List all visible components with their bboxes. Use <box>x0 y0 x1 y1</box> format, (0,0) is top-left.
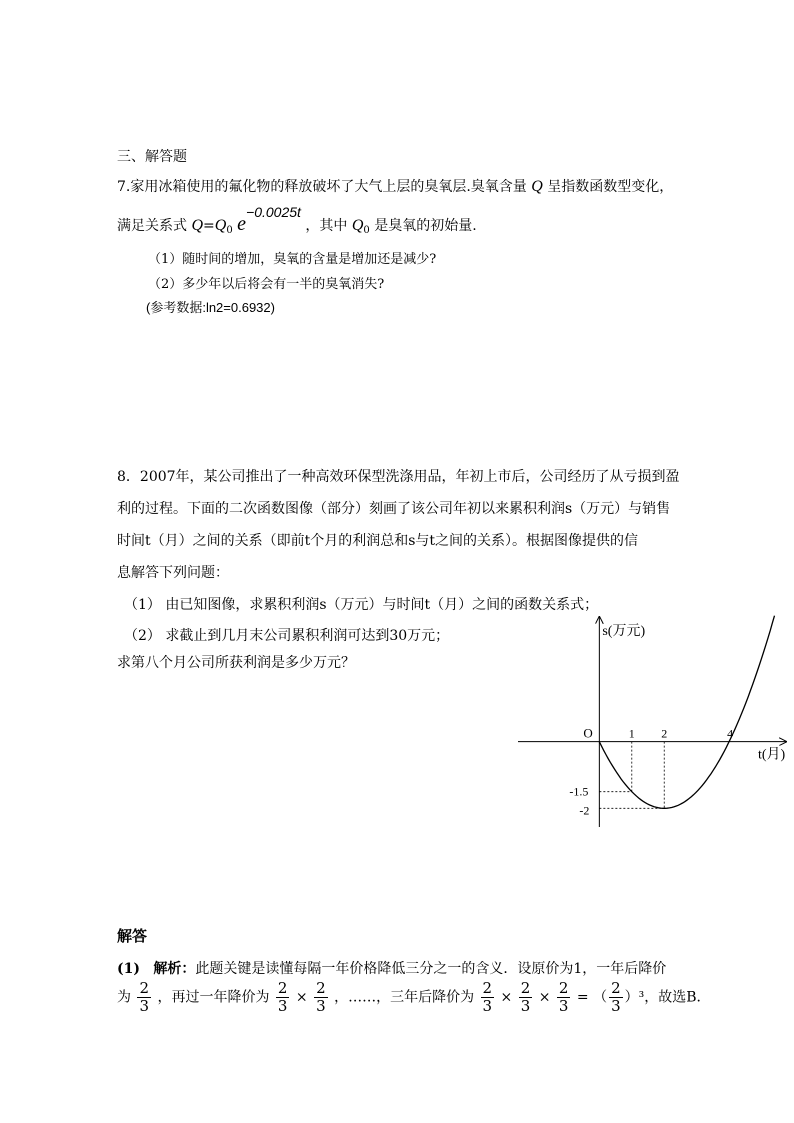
fraction <box>609 980 623 1015</box>
q7-formula-eq: = <box>203 218 215 234</box>
times-sign: × <box>538 989 551 1006</box>
q7-line1-text-b: 呈指数函数型变化， <box>547 179 674 195</box>
fraction <box>276 980 290 1015</box>
q7-formula-e: e <box>237 213 247 235</box>
left-paren: （ <box>593 989 608 1006</box>
q7-formula-q: Q <box>191 217 204 234</box>
q7-q-variable: Q <box>531 178 543 195</box>
fraction-den: 3 <box>482 997 493 1015</box>
x-tick-label-2: 2 <box>661 726 668 741</box>
fraction <box>137 980 151 1015</box>
equals-sign: = <box>576 989 589 1006</box>
y-tick-label-neg2: -2 <box>579 803 590 818</box>
times-sign: × <box>500 989 513 1006</box>
profit-curve <box>599 616 774 809</box>
fraction-den: 3 <box>520 997 531 1015</box>
fraction-den: 3 <box>558 997 569 1015</box>
q8-item3: 求第八个月公司所获利润是多少万元？ <box>117 655 355 671</box>
section-title: 三、解答题 <box>117 149 187 165</box>
q8-item1: （1） 由已知图像，求累积利润s（万元）与时间t（月）之间的函数关系式； <box>124 597 599 613</box>
answer-text2: ，再过一年降价为 <box>157 989 270 1006</box>
fraction-den: 3 <box>316 997 326 1015</box>
fraction-den: 3 <box>611 997 621 1015</box>
q8-item2: （2） 求截止到几月末公司累积利润可达到30万元； <box>124 628 450 644</box>
q7-q0-inline-sub: 0 <box>363 225 370 236</box>
q8-line2: 利的过程。下面的二次函数图像（部分）刻画了该公司年初以来累积利润s（万元）与销售 <box>117 501 671 517</box>
answer-text1: 此题关键是读懂每隔一年价格降低三分之一的含义．设原价为1，一年后降价 <box>195 961 667 977</box>
answer-number: (1) <box>117 961 140 977</box>
fraction-num: 2 <box>277 979 288 997</box>
right-paren-text: ）³，故选B． <box>624 989 711 1006</box>
answer-line1 <box>117 958 666 978</box>
q7-formula-exponent: −0.0025t <box>246 204 301 220</box>
answer-text3: ，……，三年后降价为 <box>334 989 475 1006</box>
x-axis-label: t(月) <box>758 747 786 763</box>
q7-reference: (参考数据:ln2=0.6932) <box>146 300 275 315</box>
q7-q0-inline: Q <box>351 217 364 234</box>
q7-line1-text-a: 7.家用冰箱使用的氟化物的释放破坏了大气上层的臭氧层.臭氧含量 <box>117 179 527 195</box>
answer-heading: 解答 <box>117 927 148 945</box>
answer-line2 <box>117 980 711 1015</box>
fraction-den: 3 <box>139 997 149 1015</box>
q7-line2-text-a: 满足关系式 <box>117 218 187 234</box>
fraction-num: 2 <box>520 979 531 997</box>
origin-label: O <box>583 725 593 741</box>
fraction-num: 2 <box>482 979 493 997</box>
fraction-num: 2 <box>558 979 569 997</box>
fraction-num: 2 <box>139 979 149 997</box>
y-tick-label-neg1-5: -1.5 <box>569 784 589 799</box>
q8-line1: 8．2007年，某公司推出了一种高效环保型洗涤用品，年初上市后，公司经历了从亏损到盈 <box>117 469 680 485</box>
fraction-num: 2 <box>316 979 326 997</box>
fraction-num: 2 <box>611 979 621 997</box>
fraction <box>519 980 533 1015</box>
fraction <box>314 980 328 1015</box>
q7-item2: （2）多少年以后将会有一半的臭氧消失? <box>148 277 385 292</box>
fraction <box>557 980 571 1015</box>
q7-item1: （1）随时间的增加，臭氧的含量是增加还是减少? <box>148 252 437 267</box>
fraction-den: 3 <box>277 997 288 1015</box>
y-axis-label: s(万元) <box>602 624 646 639</box>
x-tick-label-4: 4 <box>727 726 734 741</box>
answer-wei: 为 <box>117 989 131 1006</box>
q8-line4: 息解答下列问题： <box>117 565 229 581</box>
answer-label: 解析： <box>153 961 196 977</box>
q7-line2-text-c: 是臭氧的初始量. <box>374 218 477 234</box>
fraction <box>481 980 495 1015</box>
q7-line1 <box>117 176 673 196</box>
profit-chart <box>515 615 794 835</box>
q7-formula-q0: Q <box>214 217 227 234</box>
times-sign: × <box>295 989 308 1006</box>
q7-line2-text-b: ，其中 <box>305 218 348 234</box>
q7-formula-q0-sub: 0 <box>226 225 233 236</box>
q7-line2 <box>117 204 477 236</box>
q8-line3: 时间t（月）之间的关系（即前t个月的利润总和s与t之间的关系）。根据图像提供的信 <box>117 533 639 549</box>
x-tick-label-1: 1 <box>628 726 635 741</box>
